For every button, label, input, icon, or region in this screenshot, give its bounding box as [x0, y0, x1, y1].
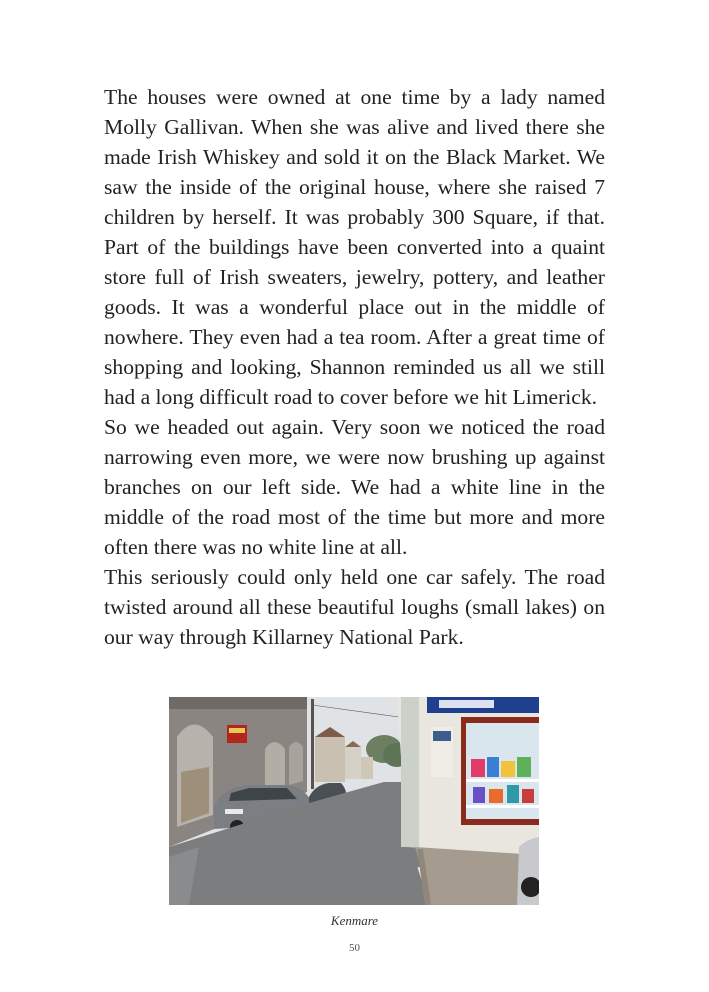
- paragraph-1: The houses were owned at one time by a lady named Molly Gallivan. When she was alive and lived there she made Irish Whiskey and sold it on the Black Market. We saw the inside of the original house, where she raised 7 children by herself. It was probably 300 Square, if that. Part of the buildings have been converted into a quaint store full of Irish sweaters, jewelry, pottery, and leather goods. It was a wonderful place out in the middle of nowhere. They even had a tea room. After a great time of shopping and looking, Shannon reminded us all we still had a long difficult road to cover before we hit Limerick.: [104, 85, 605, 409]
- page-number: 50: [349, 942, 360, 954]
- body-text: [104, 82, 605, 652]
- photo-caption: Kenmare: [330, 913, 379, 928]
- street-photo: [169, 697, 539, 905]
- paragraph-2: So we headed out again. Very soon we noticed the road narrowing even more, we were now brushing up against branches on our left side. We had a white line in the middle of the road most of the time but more and more often there was no white line at all.: [104, 415, 605, 559]
- paragraph-3: This seriously could only held one car safely. The road twisted around all these beautiful loughs (small lakes) on our way through Killarney National Park.: [104, 565, 605, 649]
